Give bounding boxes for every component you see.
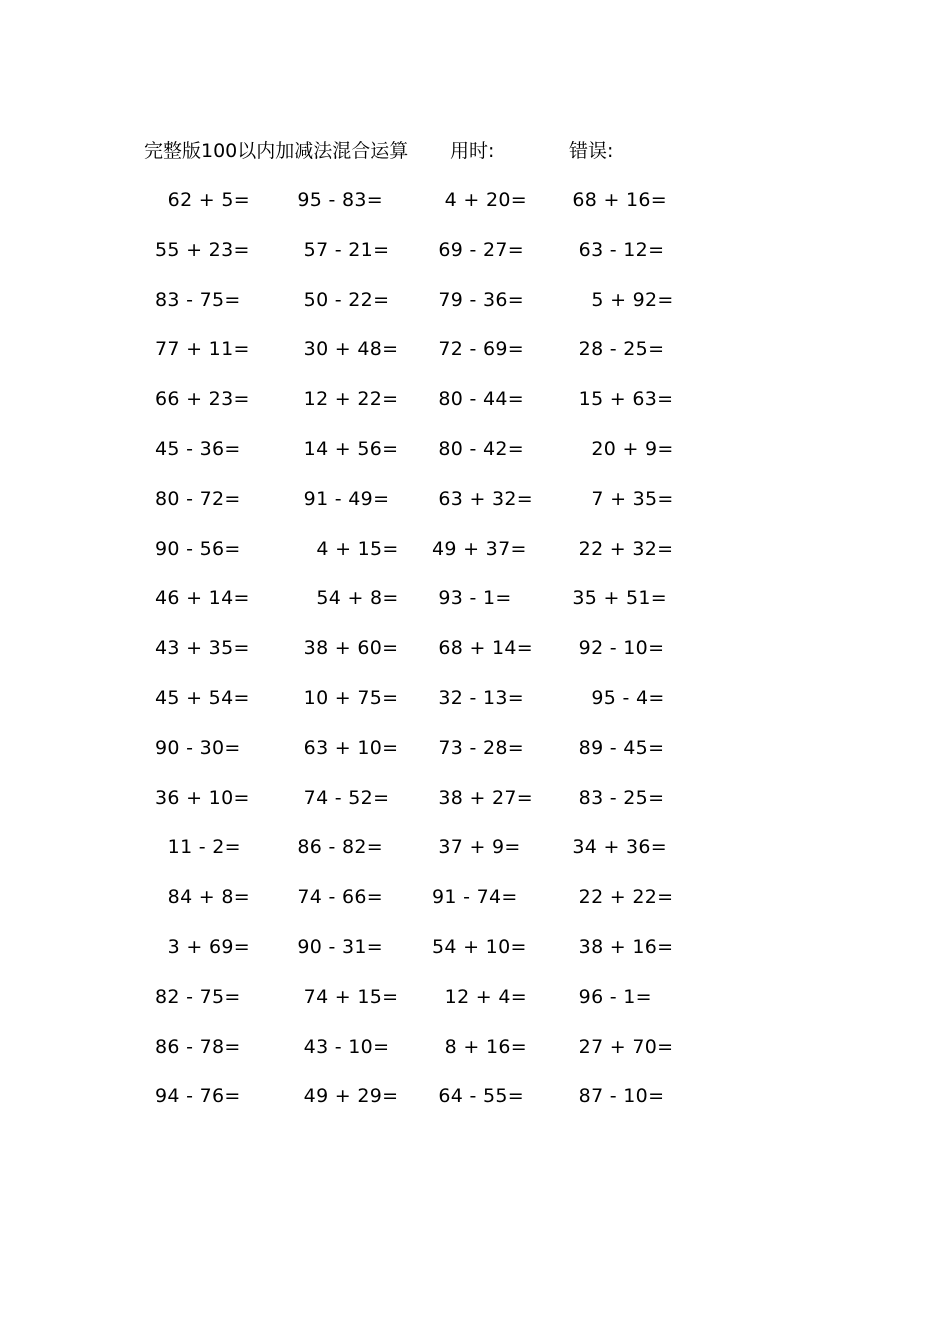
math-problem: 74 + 15= [291, 985, 399, 1008]
problem-row [0, 982, 950, 1032]
math-problem: 74 - 66= [291, 886, 383, 909]
math-problem: 3 + 69= [155, 935, 250, 958]
problem-row [0, 334, 950, 384]
problem-row [0, 633, 950, 683]
math-problem: 82 - 75= [155, 985, 241, 1008]
math-problem: 11 - 2= [155, 836, 241, 859]
math-problem: 83 - 75= [155, 288, 241, 311]
math-problem: 77 + 11= [155, 338, 250, 361]
math-problem: 79 - 36= [432, 288, 524, 311]
math-problem: 54 + 8= [291, 587, 399, 610]
time-label: 用时: [450, 140, 495, 162]
math-problem: 45 - 36= [155, 437, 241, 460]
math-problem: 69 - 27= [432, 238, 524, 261]
math-problem: 27 + 70= [566, 1035, 674, 1058]
problem-row [0, 285, 950, 335]
math-problem: 73 - 28= [432, 736, 524, 759]
problem-grid [0, 185, 950, 1131]
error-label: 错误: [569, 140, 614, 162]
problem-row [0, 932, 950, 982]
math-problem: 72 - 69= [432, 338, 524, 361]
problem-row [0, 534, 950, 584]
math-problem: 55 + 23= [155, 238, 250, 261]
math-problem: 86 - 78= [155, 1035, 241, 1058]
math-problem: 38 + 60= [291, 637, 399, 660]
math-problem: 64 - 55= [432, 1085, 524, 1108]
math-problem: 14 + 56= [291, 437, 399, 460]
problem-row [0, 484, 950, 534]
math-problem: 32 - 13= [432, 686, 524, 709]
problem-row [0, 384, 950, 434]
math-problem: 63 - 12= [566, 238, 665, 261]
math-problem: 30 + 48= [291, 338, 399, 361]
worksheet-title: 完整版100以内加减法混合运算 [144, 140, 409, 162]
math-problem: 95 - 4= [566, 686, 665, 709]
math-problem: 22 + 22= [566, 886, 674, 909]
math-problem: 12 + 4= [432, 985, 527, 1008]
math-problem: 91 - 74= [432, 886, 518, 909]
math-problem: 54 + 10= [432, 935, 527, 958]
problem-row [0, 733, 950, 783]
math-problem: 22 + 32= [566, 537, 674, 560]
math-problem: 4 + 15= [291, 537, 399, 560]
math-problem: 83 - 25= [566, 786, 665, 809]
math-problem: 80 - 42= [432, 437, 524, 460]
worksheet-header [0, 136, 950, 166]
math-problem: 92 - 10= [566, 637, 665, 660]
math-problem: 90 - 31= [291, 935, 383, 958]
math-problem: 68 + 16= [566, 189, 668, 211]
math-problem: 95 - 83= [291, 189, 383, 211]
math-problem: 50 - 22= [291, 288, 390, 311]
math-problem: 68 + 14= [432, 637, 534, 660]
math-problem: 74 - 52= [291, 786, 390, 809]
math-problem: 93 - 1= [432, 587, 512, 610]
math-problem: 28 - 25= [566, 338, 665, 361]
math-problem: 15 + 63= [566, 388, 674, 411]
math-problem: 4 + 20= [432, 189, 527, 211]
problem-row [0, 783, 950, 833]
math-problem: 49 + 37= [432, 537, 527, 560]
math-problem: 38 + 16= [566, 935, 674, 958]
math-problem: 90 - 30= [155, 736, 241, 759]
math-problem: 43 + 35= [155, 637, 250, 660]
math-problem: 7 + 35= [566, 487, 674, 510]
problem-row [0, 832, 950, 882]
math-problem: 63 + 32= [432, 487, 534, 510]
math-problem: 90 - 56= [155, 537, 241, 560]
math-problem: 84 + 8= [155, 886, 250, 909]
math-problem: 5 + 92= [566, 288, 674, 311]
math-problem: 37 + 9= [432, 836, 521, 859]
math-problem: 36 + 10= [155, 786, 250, 809]
problem-row [0, 683, 950, 733]
math-problem: 8 + 16= [432, 1035, 527, 1058]
math-problem: 89 - 45= [566, 736, 665, 759]
math-problem: 45 + 54= [155, 686, 250, 709]
math-problem: 10 + 75= [291, 686, 399, 709]
math-problem: 35 + 51= [566, 587, 668, 610]
math-problem: 43 - 10= [291, 1035, 390, 1058]
problem-row [0, 235, 950, 285]
problem-row [0, 1032, 950, 1082]
math-problem: 12 + 22= [291, 388, 399, 411]
math-problem: 38 + 27= [432, 786, 534, 809]
math-problem: 94 - 76= [155, 1085, 241, 1108]
math-problem: 34 + 36= [566, 836, 668, 859]
math-problem: 87 - 10= [566, 1085, 665, 1108]
math-problem: 57 - 21= [291, 238, 390, 261]
math-problem: 80 - 72= [155, 487, 241, 510]
problem-row [0, 1081, 950, 1131]
math-problem: 62 + 5= [155, 189, 250, 211]
math-problem: 49 + 29= [291, 1085, 399, 1108]
math-problem: 20 + 9= [566, 437, 674, 460]
problem-row [0, 185, 950, 235]
problem-row [0, 882, 950, 932]
problem-row [0, 434, 950, 484]
math-problem: 96 - 1= [566, 985, 652, 1008]
math-problem: 63 + 10= [291, 736, 399, 759]
math-problem: 66 + 23= [155, 388, 250, 411]
math-problem: 91 - 49= [291, 487, 390, 510]
problem-row [0, 583, 950, 633]
math-problem: 86 - 82= [291, 836, 383, 859]
math-problem: 46 + 14= [155, 587, 250, 610]
math-problem: 80 - 44= [432, 388, 524, 411]
